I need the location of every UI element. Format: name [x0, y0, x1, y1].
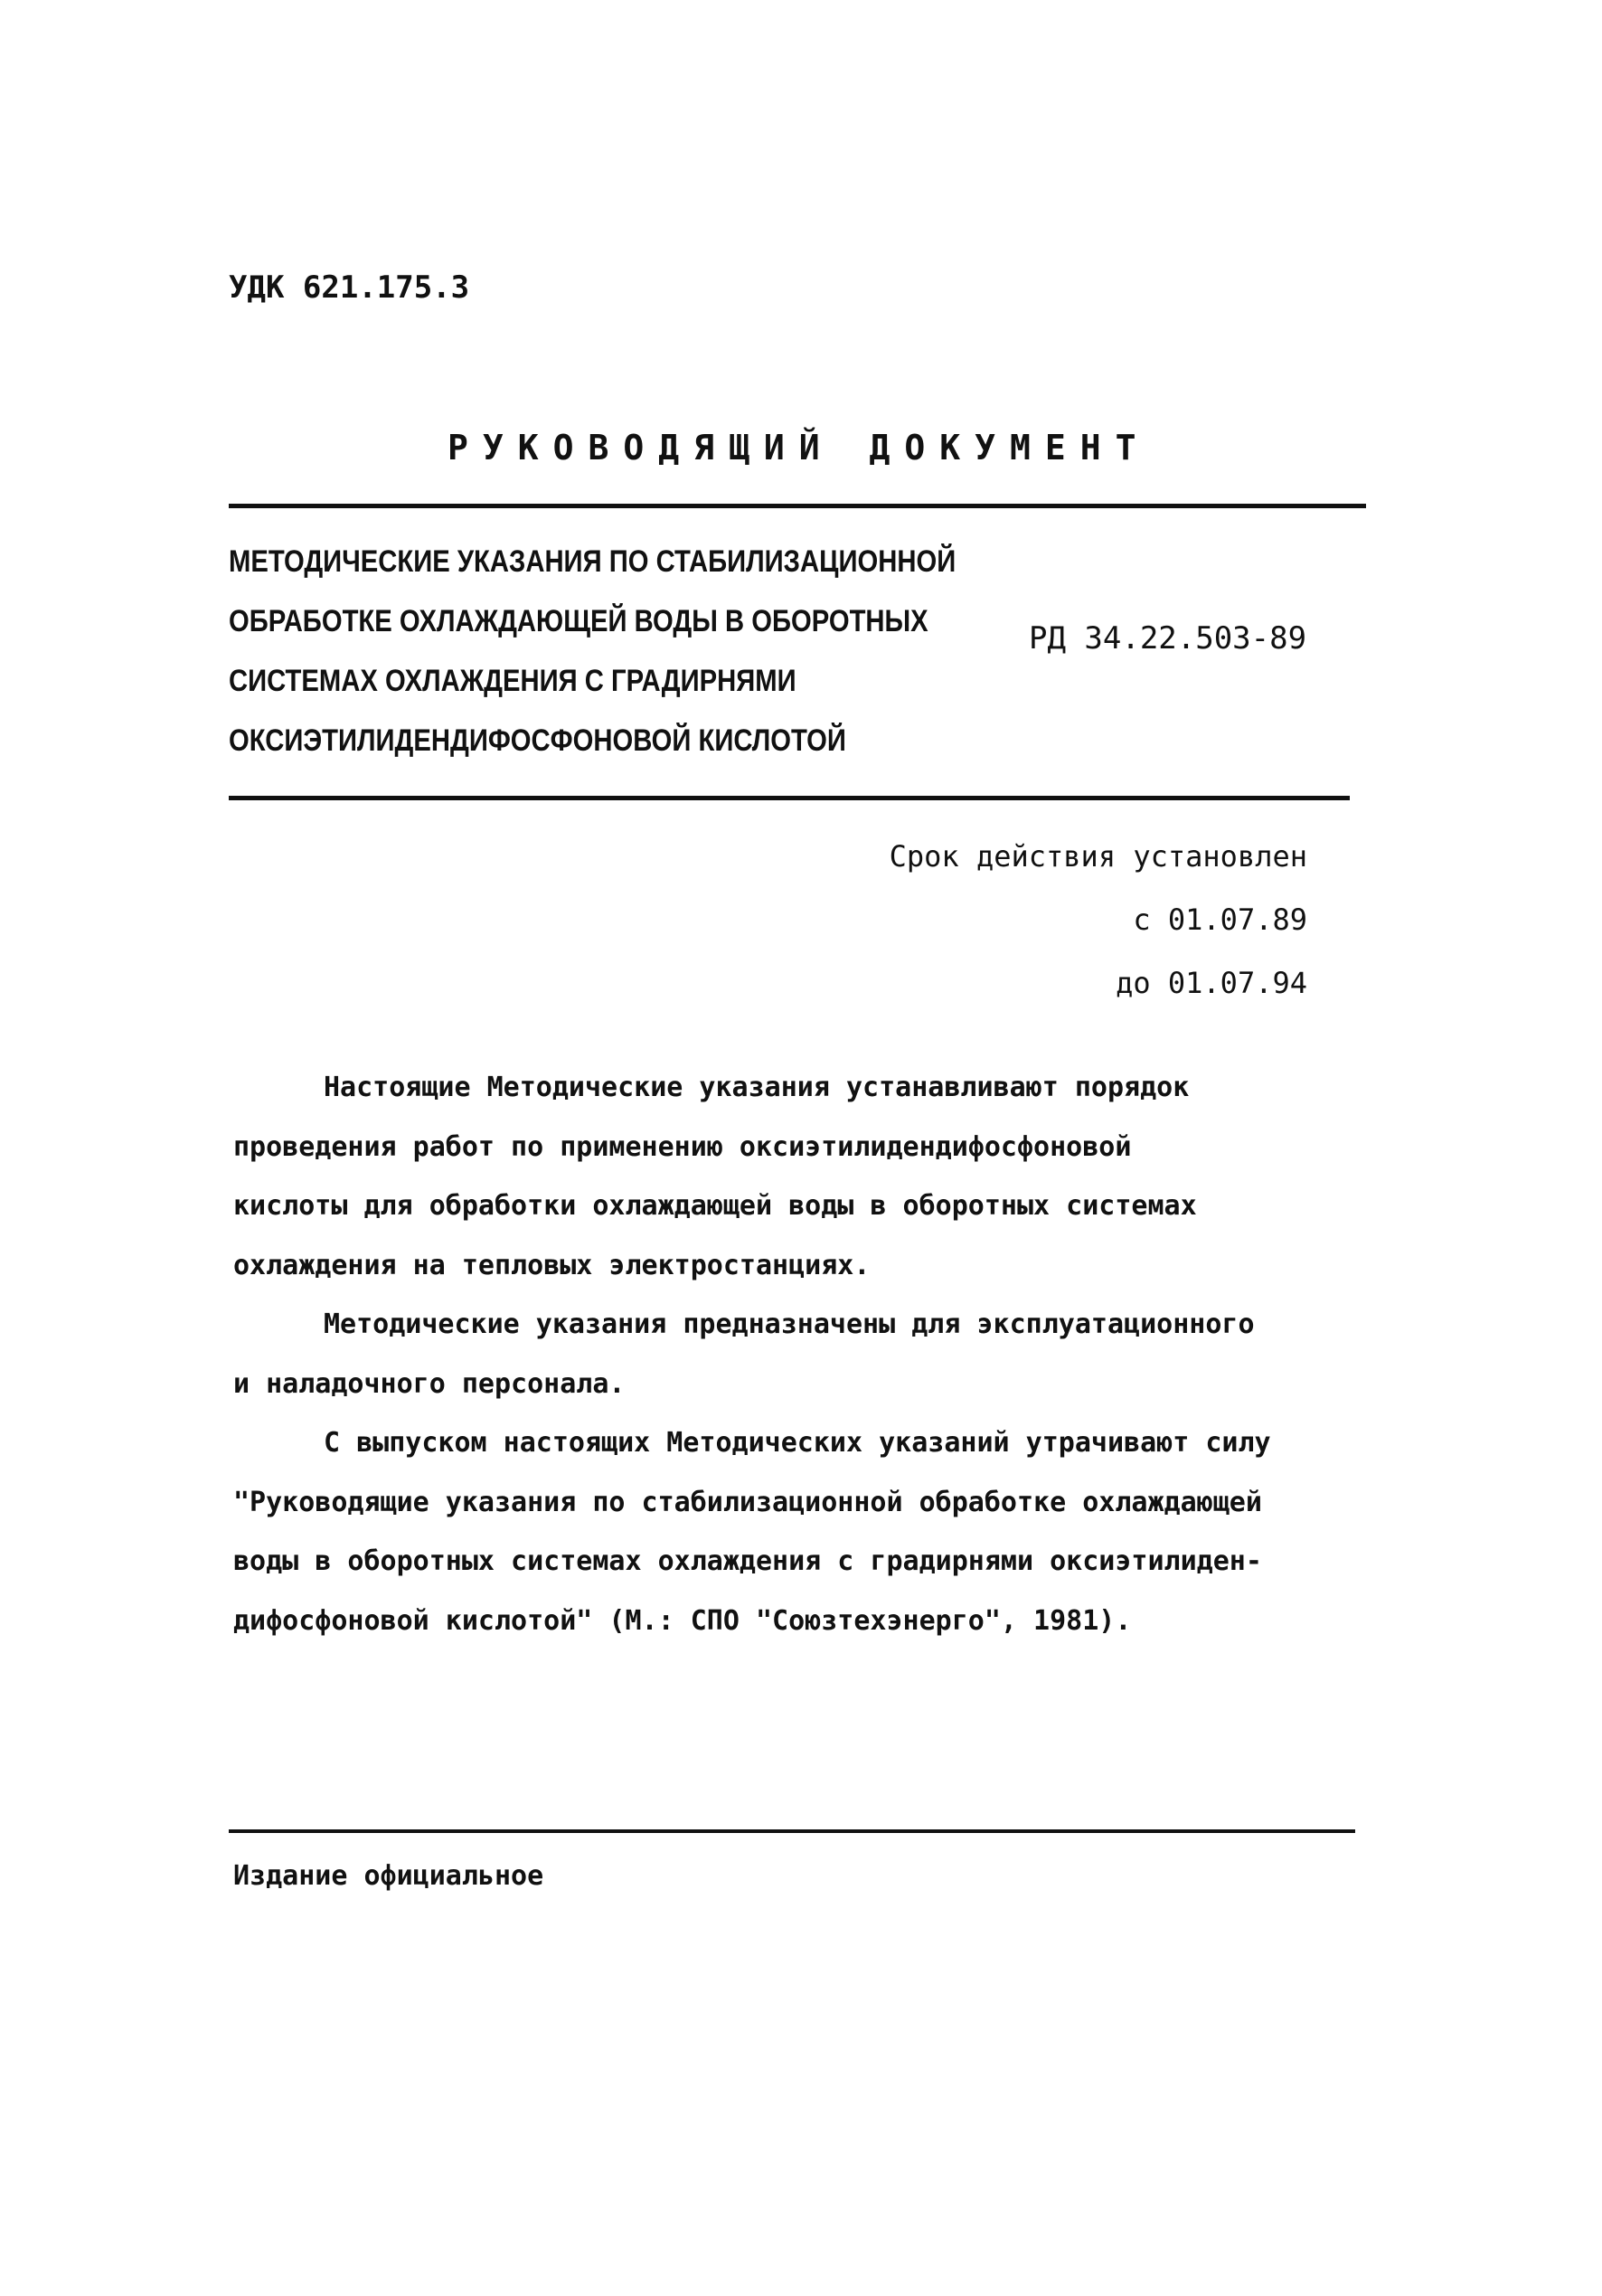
validity-label: Срок действия установлен	[889, 839, 1307, 874]
title-line: МЕТОДИЧЕСКИЕ УКАЗАНИЯ ПО СТАБИЛИЗАЦИОННОЙ	[229, 544, 956, 579]
paragraph-1-line: проведения работ по применению оксиэтилидендифосфоновой	[233, 1130, 1132, 1163]
top-divider	[229, 504, 1366, 508]
title-line: СИСТЕМАХ ОХЛАЖДЕНИЯ С ГРАДИРНЯМИ	[229, 664, 796, 698]
paragraph-3-line: "Руководящие указания по стабилизационной обработке охлаждающей	[233, 1486, 1262, 1518]
paragraph-1-line: Настоящие Методические указания устанавливают порядок	[324, 1072, 1190, 1103]
paragraph-3-line: воды в оборотных системах охлаждения с градирнями оксиэтилиден-	[233, 1545, 1262, 1577]
document-title	[229, 532, 956, 770]
paragraph-1-line: охлаждения на тепловых электростанциях.	[233, 1249, 871, 1281]
paragraph-1-line: кислоты для обработки охлаждающей воды в оборотных системах	[233, 1190, 1197, 1222]
paragraph-2-line: и наладочного персонала.	[233, 1367, 626, 1400]
title-line: ОБРАБОТКЕ ОХЛАЖДАЮЩЕЙ ВОДЫ В ОБОРОТНЫХ	[229, 604, 928, 638]
udk-code: УДК 621.175.3	[229, 269, 470, 306]
paragraph-3-line: С выпуском настоящих Методических указаний утрачивают силу	[324, 1427, 1271, 1459]
document-type-heading: РУКОВОДЯЩИЙ ДОКУМЕНТ	[448, 428, 1151, 468]
middle-divider	[229, 796, 1350, 800]
paragraph-3-line: дифосфоновой кислотой" (М.: СПО "Союзтехэнерго", 1981).	[233, 1604, 1132, 1637]
title-line: ОКСИЭТИЛИДЕНДИФОСФОНОВОЙ КИСЛОТОЙ	[229, 723, 846, 758]
paragraph-2-line: Методические указания предназначены для эксплуатационного	[324, 1309, 1255, 1340]
edition-note: Издание официальное	[233, 1860, 544, 1892]
validity-to: до 01.07.94	[1116, 966, 1307, 1000]
body-text	[233, 1058, 1271, 1650]
validity-from: с 01.07.89	[1133, 902, 1307, 937]
document-code: РД 34.22.503-89	[1029, 620, 1307, 657]
validity-period	[890, 825, 1307, 1015]
bottom-divider	[229, 1829, 1355, 1833]
